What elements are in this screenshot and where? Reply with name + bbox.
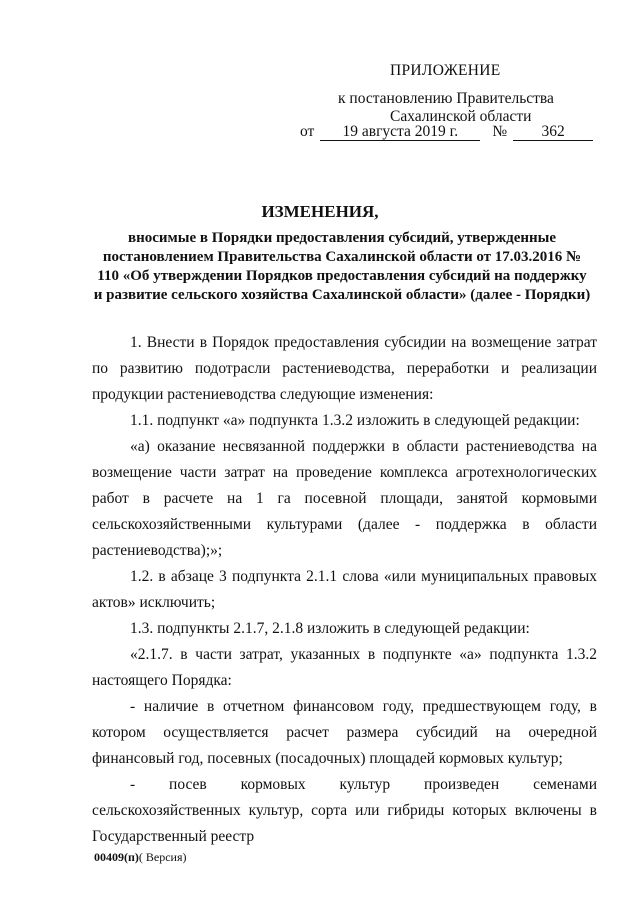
date-prefix: от — [300, 123, 315, 140]
number-label: № — [492, 123, 508, 140]
annex-line-2: Сахалинской области — [390, 108, 532, 125]
document-code: 00409(п) — [94, 850, 139, 864]
resolution-number: 362 — [513, 123, 593, 141]
document-title: ИЗМЕНЕНИЯ, — [261, 202, 379, 221]
document-footer — [94, 850, 187, 865]
document-subtitle: вносимые в Порядки предоставления субсидий, утвержденные постановлением Правительства Сахалинской области от 17.03.2016 № 110 «Об утверждении Порядков предоставления субсидий на поддержку и развитие сельского хозяйства Сахалинской области» (далее - Порядки) — [93, 230, 591, 303]
paragraph-6: «2.1.7. в части затрат, указанных в подпункте «а» подпункта 1.3.2 настоящего Порядка: — [92, 646, 597, 689]
document-version: ( Версия) — [138, 850, 187, 864]
paragraph-5: 1.3. подпункты 2.1.7, 2.1.8 изложить в следующей редакции: — [130, 620, 530, 637]
paragraph-1: 1. Внести в Порядок предоставления субсидии на возмещение затрат по развитию подотрасли растениеводства, переработки и реализации продукции растениеводства следующие изменения: — [92, 334, 597, 403]
resolution-date-number — [300, 123, 593, 141]
paragraph-3: «а) оказание несвязанной поддержки в области растениеводства на возмещение части затрат на проведение комплекса агротехнологических работ в расчете на 1 га посевной площади, занятой кормовыми сельскохозяйственными культурами (далее - поддержка в области растениеводства);»; — [92, 438, 597, 559]
annex-line-1: к постановлению Правительства — [338, 90, 554, 107]
paragraph-7: - наличие в отчетном финансовом году, предшествующем году, в котором осуществляется расчет размера субсидий на очередной финансовый год, посевных (посадочных) площадей кормовых культур; — [92, 698, 597, 767]
resolution-date: 19 августа 2019 г. — [320, 123, 480, 141]
annex-title: ПРИЛОЖЕНИЕ — [390, 62, 501, 79]
paragraph-2: 1.1. подпункт «а» подпункта 1.3.2 изложить в следующей редакции: — [130, 412, 580, 429]
paragraph-4: 1.2. в абзаце 3 подпункта 2.1.1 слова «или муниципальных правовых актов» исключить; — [92, 568, 597, 611]
document-body — [92, 330, 597, 850]
paragraph-8: - посев кормовых культур произведен семенами сельскохозяйственных культур, сорта или гибриды которых включены в Государственный реестр — [92, 776, 597, 845]
